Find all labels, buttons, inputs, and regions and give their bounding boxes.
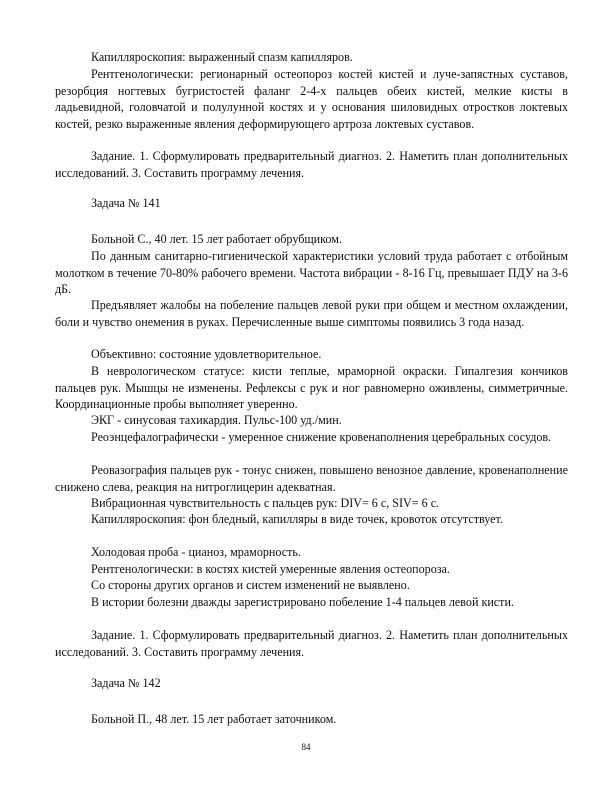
task-141-heading: Задача № 141 <box>91 196 161 210</box>
ecg-paragraph: ЭКГ - синусовая тахикардия. Пульс-100 уд./мин. <box>91 413 342 427</box>
patient-intro-paragraph-2: Больной П., 48 лет. 15 лет работает заточником. <box>91 712 337 726</box>
capillaroscopy-findings-paragraph: Капилляроскопия: фон бледный, капилляры в виде точек, кровоток отсутствует. <box>91 512 503 526</box>
objective-status-paragraph: Объективно: состояние удовлетворительное. <box>91 347 322 361</box>
cold-test-paragraph: Холодовая проба - цианоз, мраморность. <box>91 545 301 559</box>
neurological-status-paragraph: В неврологическом статусе: кисти теплые, мраморной окраски. Гипалгезия кончиков пальцев рук. Мышцы не изменены. Рефлексы с рук и ног равномерно оживлены, симметричные. Координационные пробы выполняет уверенно. <box>55 364 568 411</box>
task-assignment-paragraph-2: Задание. 1. Сформулировать предварительный диагноз. 2. Наметить план дополнительных исследований. 3. Составить программу лечения. <box>55 628 568 659</box>
xray-findings-paragraph: Рентгенологически: в костях кистей умеренные явления остеопороза. <box>91 562 450 576</box>
other-organs-paragraph: Со стороны других органов и систем изменений не выявлено. <box>91 578 410 592</box>
patient-intro-paragraph: Больной С., 40 лет. 15 лет работает обрубщиком. <box>91 232 342 246</box>
xray-paragraph: Рентгенологически: регионарный остеопороз костей кистей и луче-запястных суставов, резорбция ногтевых бугристостей фаланг 2-4-х пальцев обеих кистей, мелкие кисты в ладьевидной, головчатой и полулунной костях и у основания шиловидных отростков локтевых костей, резко выраженные явления деформирующего артроза локтевых суставов. <box>55 67 568 131</box>
task-assignment-paragraph: Задание. 1. Сформулировать предварительный диагноз. 2. Наметить план дополнительных исследований. 3. Составить программу лечения. <box>55 149 568 180</box>
complaints-paragraph: Предъявляет жалобы на побеление пальцев левой руки при общем и местном охлаждении, боли и чувство онемения в руках. Перечисленные выше симптомы появились 3 года назад. <box>55 298 568 329</box>
rheoencephalography-paragraph: Реоэнцефалографически - умеренное снижение кровенаполнения церебральных сосудов. <box>91 430 552 444</box>
rheovasography-paragraph: Реовазография пальцев рук - тонус снижен, повышено венозное давление, кровенаполнение снижено слева, реакция на нитроглицерин адекватная. <box>55 463 568 494</box>
page-number: 84 <box>301 742 311 752</box>
work-conditions-paragraph: По данным санитарно-гигиенической характеристики условий труда работает с отбойным молотком в течение 70-80% рабочего времени. Частота вибрации - 8-16 Гц, превышает ПДУ на 3-6 дБ. <box>55 249 568 296</box>
vibration-sensitivity-paragraph: Вибрационная чувствительность с пальцев рук: DIV= 6 с, SIV= 6 с. <box>91 496 440 510</box>
capillaroscopy-paragraph: Капилляроскопия: выраженный спазм капилляров. <box>91 50 353 64</box>
task-142-heading: Задача № 142 <box>91 676 161 690</box>
history-paragraph: В истории болезни дважды зарегистрировано побеление 1-4 пальцев левой кисти. <box>91 595 514 609</box>
